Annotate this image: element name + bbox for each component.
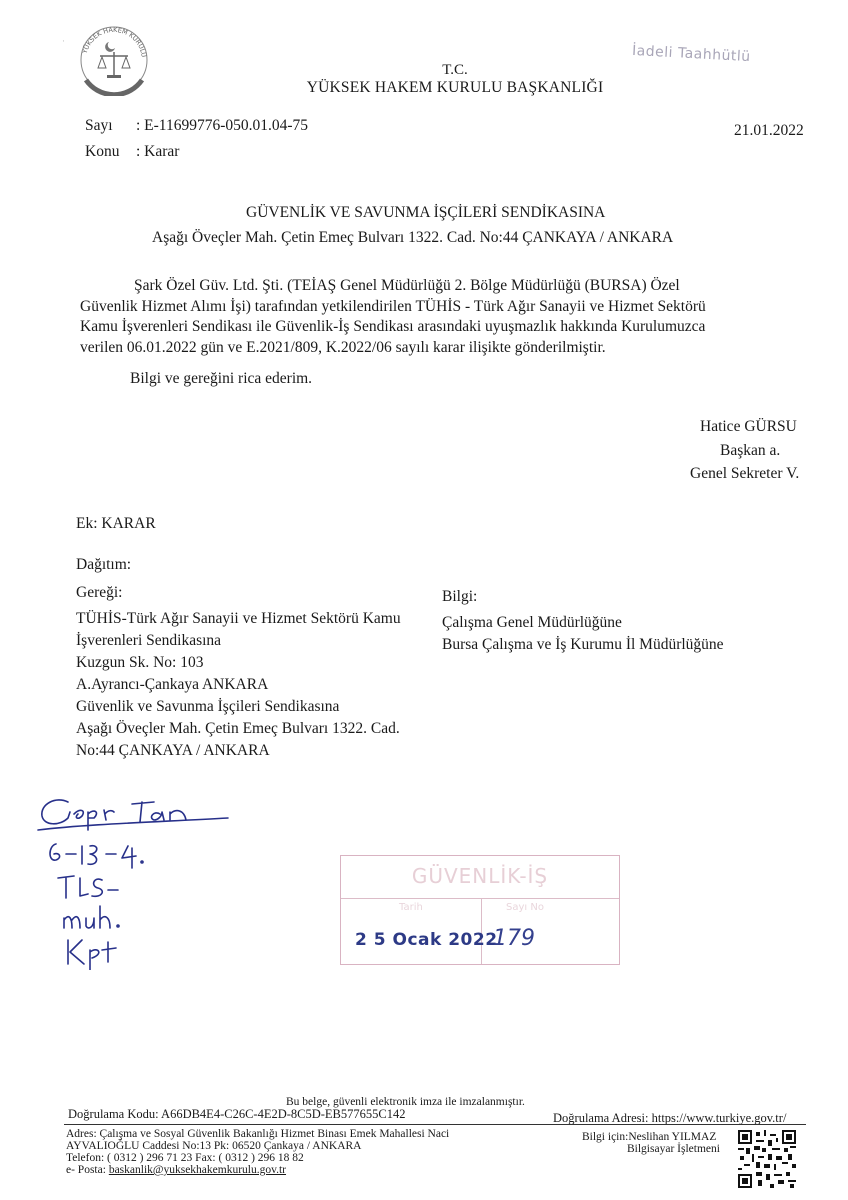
recipient-name: GÜVENLİK VE SAVUNMA İŞÇİLERİ SENDİKASINA [246,204,606,221]
received-stamp [340,855,620,965]
list-item: Çalışma Genel Müdürlüğüne [442,614,622,631]
geregi-label: Gereği: [76,584,123,601]
footer-address: AYVALIOĞLU Caddesi No:13 Pk: 06520 Çankaya / ANKARA [66,1140,362,1152]
verification-address[interactable]: Doğrulama Adresi: https://www.turkiye.gov.tr/ [553,1111,787,1125]
signatory-name: Hatice GÜRSU [700,418,797,435]
body-line: Kamu İşverenleri Sendikası ile Güvenlik-İş Sendikası arasındaki uyuşmazlık hakkında Kurulumuzca [80,318,706,335]
contact-title: Bilgisayar İşletmeni [627,1143,720,1155]
footer-divider [64,1124,806,1125]
konu-label: Konu [85,143,120,160]
list-item: A.Ayrancı-Çankaya ANKARA [76,676,269,693]
stamp-divider [341,898,619,899]
closing-sentence: Bilgi ve gereğini rica ederim. [130,370,313,387]
list-item: No:44 ÇANKAYA / ANKARA [76,742,270,759]
stamp-date-label: Tarih [399,902,423,913]
body-line: Güvenlik Hizmet Alımı İşi) tarafından yetkilendirilen TÜHİS - Türk Ağır Sanayii ve Hizmet Sektörü [80,297,706,315]
bilgi-list [442,612,724,656]
verification-code: Doğrulama Kodu: A66DB4E4-C26C-4E2D-8C5D-EB577655C142 [68,1107,406,1121]
footer-email [66,1164,286,1177]
footer-phone: Telefon: ( 0312 ) 296 71 23 Fax: ( 0312 ) 296 18 82 [66,1152,304,1164]
signatory-title: Başkan a. [720,442,781,459]
list-item: İşverenleri Sendikasına [76,632,222,649]
list-item: Kuzgun Sk. No: 103 [76,654,204,671]
logo-text: YÜKSEK HAKEM KURULU [80,25,148,58]
corner-mark: · [62,36,65,46]
header-institution: YÜKSEK HAKEM KURULU BAŞKANLIĞI [306,79,604,96]
body-paragraph [80,276,812,358]
geregi-list [76,608,401,762]
footer-address: Adres: Çalışma ve Sosyal Güvenlik Bakanlığı Hizmet Binası Emek Mahallesi Naci [66,1128,450,1140]
iadeli-taahhutlu-stamp: İadeli Taahhütlü [631,42,752,66]
yhk-logo [76,20,152,96]
contact-person: Bilgi için:Neslihan YILMAZ [582,1131,717,1143]
qr-code-icon [738,1130,796,1188]
header-tc: T.C. [442,62,468,78]
distribution-label: Dağıtım: [76,556,132,573]
stamp-date: 2 5 Ocak 2022 [355,930,498,950]
signatory-title: Genel Sekreter V. [690,465,800,482]
sayi-value: : E-11699776-050.01.04-75 [136,117,309,134]
handwritten-note [28,790,238,970]
e-signature-note: Bu belge, güvenli elektronik imza ile imzalanmıştır. [286,1096,525,1108]
document-date: 21.01.2022 [734,122,804,139]
list-item: TÜHİS-Türk Ağır Sanayii ve Hizmet Sektörü Kamu [76,610,401,627]
attachment-line: Ek: KARAR [76,515,156,532]
list-item: Güvenlik ve Savunma İşçileri Sendikasına [76,698,340,715]
body-line: Şark Özel Güv. Ltd. Şti. (TEİAŞ Genel Müdürlüğü 2. Bölge Müdürlüğü (BURSA) Özel [134,277,680,294]
sayi-label: Sayı [85,117,113,134]
stamp-title: GÜVENLİK-İŞ [411,864,549,888]
stamp-number: 179 [493,926,535,951]
list-item: Bursa Çalışma ve İş Kurumu İl Müdürlüğüne [442,636,724,653]
email-link[interactable]: baskanlik@yuksekhakemkurulu.gov.tr [108,1164,287,1176]
body-line: verilen 06.01.2022 gün ve E.2021/809, K.2022/06 sayılı karar ilişikte gönderilmiştir. [80,338,606,356]
stamp-number-label: Sayı No [506,902,544,913]
konu-value: : Karar [136,143,180,160]
email-label: e- Posta: [66,1164,109,1176]
list-item: Aşağı Öveçler Mah. Çetin Emeç Bulvarı 1322. Cad. [76,720,400,737]
recipient-address: Aşağı Öveçler Mah. Çetin Emeç Bulvarı 1322. Cad. No:44 ÇANKAYA / ANKARA [152,229,674,246]
handwriting-text: Gepr Tan [28,790,32,791]
bilgi-label: Bilgi: [442,588,478,605]
